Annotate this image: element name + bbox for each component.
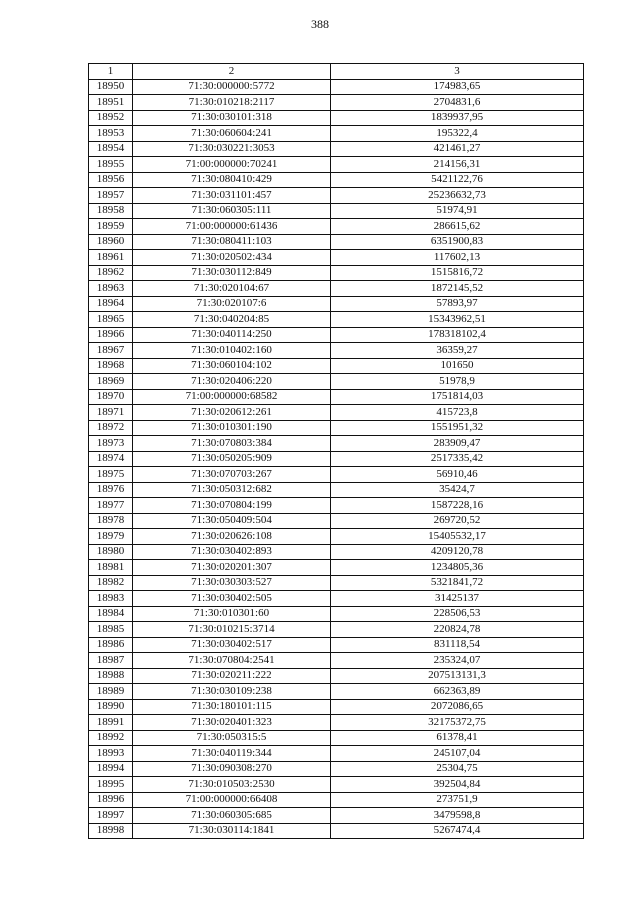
row-number-cell: 18997 [89, 808, 133, 824]
table-row [89, 668, 584, 684]
cadastral-number-cell: 71:30:040204:85 [133, 312, 331, 328]
cadastral-number-cell: 71:00:000000:61436 [133, 219, 331, 235]
table-row [89, 265, 584, 281]
cadastral-number-cell: 71:30:070803:384 [133, 436, 331, 452]
cadastral-number-cell: 71:00:000000:68582 [133, 389, 331, 405]
table-row [89, 126, 584, 142]
cadastral-number-cell: 71:30:030402:517 [133, 637, 331, 653]
row-number-cell: 18959 [89, 219, 133, 235]
table-row [89, 591, 584, 607]
table-row [89, 467, 584, 483]
table-row [89, 436, 584, 452]
row-number-cell: 18996 [89, 792, 133, 808]
row-number-cell: 18961 [89, 250, 133, 266]
table-row [89, 808, 584, 824]
cadastral-value-cell: 228506,53 [331, 606, 584, 622]
table-row [89, 792, 584, 808]
row-number-cell: 18952 [89, 110, 133, 126]
cadastral-value-cell: 15343962,51 [331, 312, 584, 328]
row-number-cell: 18971 [89, 405, 133, 421]
cadastral-number-cell: 71:30:030112:849 [133, 265, 331, 281]
cadastral-number-cell: 71:30:070703:267 [133, 467, 331, 483]
table-row [89, 405, 584, 421]
row-number-cell: 18974 [89, 451, 133, 467]
cadastral-number-cell: 71:30:020612:261 [133, 405, 331, 421]
cadastral-number-cell: 71:30:060104:102 [133, 358, 331, 374]
cadastral-number-cell: 71:30:010215:3714 [133, 622, 331, 638]
table-row [89, 79, 584, 95]
table-row [89, 529, 584, 545]
cadastral-number-cell: 71:30:030109:238 [133, 684, 331, 700]
row-number-cell: 18993 [89, 746, 133, 762]
row-number-cell: 18985 [89, 622, 133, 638]
row-number-cell: 18982 [89, 575, 133, 591]
cadastral-number-cell: 71:00:000000:70241 [133, 157, 331, 173]
row-number-cell: 18964 [89, 296, 133, 312]
cadastral-number-cell: 71:30:180101:115 [133, 699, 331, 715]
cadastral-value-cell: 392504,84 [331, 777, 584, 793]
cadastral-value-cell: 245107,04 [331, 746, 584, 762]
table-row [89, 374, 584, 390]
table-row [89, 312, 584, 328]
cadastral-number-cell: 71:30:000000:5772 [133, 79, 331, 95]
row-number-cell: 18972 [89, 420, 133, 436]
row-number-cell: 18963 [89, 281, 133, 297]
cadastral-number-cell: 71:30:070804:199 [133, 498, 331, 514]
row-number-cell: 18990 [89, 699, 133, 715]
cadastral-number-cell: 71:30:030221:3053 [133, 141, 331, 157]
cadastral-value-cell: 5321841,72 [331, 575, 584, 591]
row-number-cell: 18979 [89, 529, 133, 545]
cadastral-value-cell: 5421122,76 [331, 172, 584, 188]
row-number-cell: 18981 [89, 560, 133, 576]
cadastral-number-cell: 71:30:050205:909 [133, 451, 331, 467]
table-row [89, 420, 584, 436]
table-row [89, 389, 584, 405]
row-number-cell: 18989 [89, 684, 133, 700]
row-number-cell: 18992 [89, 730, 133, 746]
table-row [89, 560, 584, 576]
row-number-cell: 18991 [89, 715, 133, 731]
cadastral-value-cell: 6351900,83 [331, 234, 584, 250]
row-number-cell: 18977 [89, 498, 133, 514]
table-row [89, 327, 584, 343]
cadastral-number-cell: 71:30:010218:2117 [133, 95, 331, 111]
cadastral-value-cell: 35424,7 [331, 482, 584, 498]
table-row [89, 777, 584, 793]
cadastral-value-cell: 25236632,73 [331, 188, 584, 204]
row-number-cell: 18953 [89, 126, 133, 142]
row-number-cell: 18962 [89, 265, 133, 281]
table-body [89, 79, 584, 839]
cadastral-number-cell: 71:30:050409:504 [133, 513, 331, 529]
table-row [89, 482, 584, 498]
cadastral-value-cell: 56910,46 [331, 467, 584, 483]
table-row [89, 157, 584, 173]
row-number-cell: 18984 [89, 606, 133, 622]
cadastral-value-cell: 662363,89 [331, 684, 584, 700]
row-number-cell: 18988 [89, 668, 133, 684]
cadastral-number-cell: 71:30:070804:2541 [133, 653, 331, 669]
table-row [89, 746, 584, 762]
table-row [89, 358, 584, 374]
row-number-cell: 18957 [89, 188, 133, 204]
cadastral-number-cell: 71:00:000000:66408 [133, 792, 331, 808]
table-row [89, 203, 584, 219]
cadastral-value-cell: 51978,9 [331, 374, 584, 390]
cadastral-number-cell: 71:30:020107:6 [133, 296, 331, 312]
cadastral-value-cell: 31425137 [331, 591, 584, 607]
cadastral-value-cell: 3479598,8 [331, 808, 584, 824]
cadastral-number-cell: 71:30:040114:250 [133, 327, 331, 343]
row-number-cell: 18956 [89, 172, 133, 188]
cadastral-value-cell: 174983,65 [331, 79, 584, 95]
cadastral-number-cell: 71:30:010402:160 [133, 343, 331, 359]
cadastral-value-cell: 2704831,6 [331, 95, 584, 111]
table-row [89, 544, 584, 560]
row-number-cell: 18951 [89, 95, 133, 111]
cadastral-number-cell: 71:30:010503:2530 [133, 777, 331, 793]
page-number: 388 [311, 17, 329, 31]
table-row [89, 684, 584, 700]
cadastral-value-cell: 283909,47 [331, 436, 584, 452]
row-number-cell: 18978 [89, 513, 133, 529]
table-row [89, 761, 584, 777]
cadastral-number-cell: 71:30:030114:1841 [133, 823, 331, 839]
cadastral-number-cell: 71:30:050312:682 [133, 482, 331, 498]
table-row [89, 250, 584, 266]
cadastral-value-table [88, 63, 584, 839]
cadastral-number-cell: 71:30:031101:457 [133, 188, 331, 204]
cadastral-value-cell: 51974,91 [331, 203, 584, 219]
row-number-cell: 18995 [89, 777, 133, 793]
cadastral-value-cell: 1551951,32 [331, 420, 584, 436]
cadastral-number-cell: 71:30:080411:103 [133, 234, 331, 250]
row-number-cell: 18965 [89, 312, 133, 328]
row-number-cell: 18986 [89, 637, 133, 653]
row-number-cell: 18998 [89, 823, 133, 839]
cadastral-value-cell: 36359,27 [331, 343, 584, 359]
cadastral-value-cell: 415723,8 [331, 405, 584, 421]
cadastral-number-cell: 71:30:020502:434 [133, 250, 331, 266]
cadastral-value-cell: 286615,62 [331, 219, 584, 235]
table-row [89, 95, 584, 111]
cadastral-value-cell: 1839937,95 [331, 110, 584, 126]
cadastral-value-cell: 1872145,52 [331, 281, 584, 297]
cadastral-number-cell: 71:30:060305:685 [133, 808, 331, 824]
cadastral-number-cell: 71:30:020626:108 [133, 529, 331, 545]
row-number-cell: 18980 [89, 544, 133, 560]
table-row [89, 141, 584, 157]
table-row [89, 343, 584, 359]
row-number-cell: 18975 [89, 467, 133, 483]
table-row [89, 730, 584, 746]
cadastral-value-cell: 15405532,17 [331, 529, 584, 545]
table-row [89, 451, 584, 467]
table-header-row [89, 64, 584, 80]
cadastral-value-cell: 235324,07 [331, 653, 584, 669]
row-number-cell: 18970 [89, 389, 133, 405]
cadastral-number-cell: 71:30:060305:111 [133, 203, 331, 219]
cadastral-value-cell: 117602,13 [331, 250, 584, 266]
cadastral-value-cell: 178318102,4 [331, 327, 584, 343]
row-number-cell: 18954 [89, 141, 133, 157]
column-header-3: 3 [331, 64, 584, 80]
row-number-cell: 18955 [89, 157, 133, 173]
table-row [89, 606, 584, 622]
table-row [89, 219, 584, 235]
table-row [89, 653, 584, 669]
cadastral-value-cell: 1751814,03 [331, 389, 584, 405]
column-header-2: 2 [133, 64, 331, 80]
table-row [89, 637, 584, 653]
table-row [89, 622, 584, 638]
cadastral-value-cell: 5267474,4 [331, 823, 584, 839]
cadastral-value-cell: 1234805,36 [331, 560, 584, 576]
row-number-cell: 18969 [89, 374, 133, 390]
cadastral-number-cell: 71:30:030402:893 [133, 544, 331, 560]
cadastral-number-cell: 71:30:060604:241 [133, 126, 331, 142]
table-row [89, 188, 584, 204]
row-number-cell: 18950 [89, 79, 133, 95]
table-row [89, 575, 584, 591]
table-row [89, 823, 584, 839]
cadastral-value-cell: 61378,41 [331, 730, 584, 746]
row-number-cell: 18960 [89, 234, 133, 250]
cadastral-value-cell: 273751,9 [331, 792, 584, 808]
row-number-cell: 18973 [89, 436, 133, 452]
cadastral-number-cell: 71:30:050315:5 [133, 730, 331, 746]
cadastral-value-cell: 57893,97 [331, 296, 584, 312]
cadastral-number-cell: 71:30:030402:505 [133, 591, 331, 607]
cadastral-number-cell: 71:30:020406:220 [133, 374, 331, 390]
cadastral-number-cell: 71:30:020401:323 [133, 715, 331, 731]
table-row [89, 110, 584, 126]
row-number-cell: 18987 [89, 653, 133, 669]
row-number-cell: 18983 [89, 591, 133, 607]
row-number-cell: 18966 [89, 327, 133, 343]
cadastral-number-cell: 71:30:090308:270 [133, 761, 331, 777]
cadastral-number-cell: 71:30:020201:307 [133, 560, 331, 576]
cadastral-value-cell: 421461,27 [331, 141, 584, 157]
cadastral-value-cell: 32175372,75 [331, 715, 584, 731]
row-number-cell: 18967 [89, 343, 133, 359]
row-number-cell: 18968 [89, 358, 133, 374]
cadastral-value-cell: 220824,78 [331, 622, 584, 638]
cadastral-value-cell: 2072086,65 [331, 699, 584, 715]
table-row [89, 513, 584, 529]
table-row [89, 172, 584, 188]
cadastral-value-cell: 4209120,78 [331, 544, 584, 560]
table-row [89, 296, 584, 312]
cadastral-number-cell: 71:30:010301:190 [133, 420, 331, 436]
cadastral-number-cell: 71:30:030101:318 [133, 110, 331, 126]
cadastral-value-cell: 831118,54 [331, 637, 584, 653]
cadastral-number-cell: 71:30:080410:429 [133, 172, 331, 188]
row-number-cell: 18994 [89, 761, 133, 777]
column-header-1: 1 [89, 64, 133, 80]
cadastral-value-cell: 1515816,72 [331, 265, 584, 281]
cadastral-number-cell: 71:30:020104:67 [133, 281, 331, 297]
cadastral-value-cell: 25304,75 [331, 761, 584, 777]
cadastral-value-cell: 269720,52 [331, 513, 584, 529]
cadastral-value-cell: 2517335,42 [331, 451, 584, 467]
cadastral-value-cell: 1587228,16 [331, 498, 584, 514]
cadastral-number-cell: 71:30:020211:222 [133, 668, 331, 684]
table-row [89, 234, 584, 250]
cadastral-value-cell: 195322,4 [331, 126, 584, 142]
cadastral-value-cell: 207513131,3 [331, 668, 584, 684]
row-number-cell: 18976 [89, 482, 133, 498]
cadastral-number-cell: 71:30:010301:60 [133, 606, 331, 622]
table-row [89, 281, 584, 297]
row-number-cell: 18958 [89, 203, 133, 219]
table-row [89, 498, 584, 514]
table-row [89, 715, 584, 731]
table-row [89, 699, 584, 715]
cadastral-number-cell: 71:30:030303:527 [133, 575, 331, 591]
cadastral-value-cell: 101650 [331, 358, 584, 374]
cadastral-number-cell: 71:30:040119:344 [133, 746, 331, 762]
cadastral-value-cell: 214156,31 [331, 157, 584, 173]
